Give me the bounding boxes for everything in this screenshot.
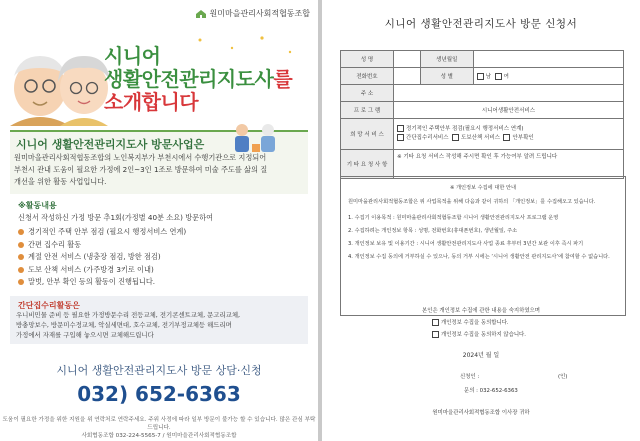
form-title: 시니어 생활안전관리지도사 방문 신청서 — [384, 18, 578, 30]
bullet-icon — [18, 279, 24, 285]
intro-line: 개선을 위한 활동 사업입니다. — [14, 177, 107, 186]
program-value: 시니어생활안전서비스 — [394, 102, 624, 119]
list-item: 계절 안전 서비스 (냉충장 점검, 방한 점검) — [18, 251, 308, 264]
org-header — [195, 8, 310, 19]
seal-mark: (인) — [558, 374, 568, 380]
flyer-title-line1: 시니어 — [104, 44, 161, 68]
intro-line: 원미마을관리사회적협동조합의 노인복지부가 부천시에서 수행기관으로 지정되어 — [14, 153, 267, 162]
footer: 도움이 필요한 가정을 위한 지원을 위 연락처로 연락주세요. 주위 사정에 따라 일부 방문이 불가능 할 수 있습니다. 많은 관심 부탁드립니다. 사회협동조합 032-224-5565-7 / 원미마을관리사회적협동조합 — [2, 417, 316, 439]
gender-field[interactable]: 남 여 — [473, 68, 623, 85]
etc-field[interactable]: ※ 기타 요청 서비스 작성해 주시면 확인 후 가능여부 알려 드립니다 — [394, 150, 624, 179]
checkbox[interactable] — [495, 73, 502, 80]
birth-field[interactable] — [473, 51, 623, 68]
consent-intro: 원미마을관리사회적협동조합은 위 사업목적을 위해 다음과 같이 귀하의 「개인정보」를 수집해오고 있습니다. — [348, 199, 596, 205]
section-title: 시니어 생활안전관리지도사 방문사업은 — [16, 138, 205, 151]
gender-label: 성 별 — [420, 68, 473, 85]
name-field[interactable] — [394, 51, 421, 68]
etc-label: 기 타 요 청 사 항 — [341, 150, 394, 179]
activities-list — [18, 226, 308, 289]
repair-title: 간단집수리활동은 — [18, 301, 80, 310]
checkbox[interactable] — [477, 73, 484, 80]
list-item: 간편 집수리 활동 — [18, 239, 308, 252]
repair-paragraph: 우니비민물 준비 등 필요한 가정방문수리 전등교체, 전기콘센트교체, 문고리교체, 방충망보수, 방문미수정교체, 악실세면대, 호수교체, 전기부정교체등 해드리며 가정에서 자재를 구입해 놓으시면 교체해드립니다 — [16, 311, 241, 339]
list-item: 말벗, 안부 확인 등의 활동이 진행됩니다. — [18, 276, 308, 289]
name-label: 성 명 — [341, 51, 394, 68]
phone-field[interactable] — [394, 68, 421, 85]
checkbox[interactable] — [397, 125, 404, 132]
list-item: 경기적인 주택 안부 점검 (필요시 행정서비스 연계) — [18, 226, 308, 239]
title-main: 생활안전관리지도사 — [104, 67, 274, 91]
birth-label: 생년월일 — [420, 51, 473, 68]
contact-title: 시니어 생활안전관리지도사 방문 상담·신청 — [56, 364, 262, 377]
list-item: 도보 산책 서비스 (가주방경 3키로 이내) — [18, 264, 308, 277]
activities-subtitle: 신청서 작성하신 가정 방문 추1회(가정별 40분 소요) 방문하여 — [18, 213, 214, 222]
bullet-icon — [18, 242, 24, 248]
activities-title: ※활동내용 — [18, 201, 57, 210]
consent-disagree[interactable]: 개인정보 수집을 동의하지 않습니다. — [432, 330, 526, 338]
intro-paragraph — [14, 152, 304, 188]
checkbox[interactable] — [397, 134, 404, 141]
service-options: 정기적인 주택안부 점검(필요시 행정서비스 연계) 간단집수리서비스 도보산책 서비스 안부확인 — [394, 119, 624, 150]
flyer-page — [0, 0, 318, 441]
bullet-icon — [18, 229, 24, 235]
consent-items: 1. 수집기 이용목적 : 원미마을관리사회적협동조합 시니어 생활안전관리지도사 프로그램 운영 2. 수집하려는 개인정보 항목 : 성명, 전화번호(휴대폰번호), 생년월일, 주소 3. 개인정보 보유 및 이용기간 : 시니어 생활안전관리지도사 사업 종료 후부터 3년간 보관 이후 즉시 파기 4. 개인정보 수집 동의에 거부하실 수 있으나, 동의 거부 시에는 ‘시니어 생활안전 관리지도사’에 참여할 수 없습니다. — [348, 215, 610, 260]
form-closing: 원미마을관리사회적협동조합 이사장 귀하 — [432, 410, 530, 416]
phone-number: 032) 652-6363 — [77, 382, 241, 406]
title-suffix: 를 — [273, 67, 293, 91]
consent-question: 본인은 개인정보 수집에 관한 내용을 숙지하였으며 — [422, 308, 540, 314]
service-label: 희 망 서 비 스 — [341, 119, 394, 150]
house-logo-icon — [195, 9, 207, 19]
flyer-title-line3: 소개합니다 — [104, 90, 199, 114]
address-field[interactable] — [394, 85, 624, 102]
helper-illustration — [222, 120, 294, 156]
date-line: 2024년 월 일 — [462, 352, 500, 359]
checkbox[interactable] — [503, 134, 510, 141]
application-form-page — [322, 0, 640, 441]
applicant-label: 신청인 : — [460, 374, 480, 380]
intro-line: 부천시 관내 도움이 필요한 가정에 2인~3인 1조로 방문하여 미술 주도를 삶의 질 — [14, 165, 268, 174]
consent-agree[interactable]: 개인정보 수집을 동의합니다. — [432, 318, 509, 326]
org-name: 원미마을관리사회적협동조합 — [209, 9, 310, 18]
bullet-icon — [18, 254, 24, 260]
address-label: 주 소 — [341, 85, 394, 102]
consent-heading: ※ 개인정보 수집에 대한 안내 — [449, 185, 517, 191]
bullet-icon — [18, 267, 24, 273]
checkbox[interactable] — [432, 331, 439, 338]
contact-line: 문의 : 032-652-6363 — [464, 388, 518, 394]
checkbox[interactable] — [452, 134, 459, 141]
program-label: 프 로 그 램 — [341, 102, 394, 119]
application-table — [340, 50, 624, 179]
phone-label: 전화번호 — [341, 68, 394, 85]
checkbox[interactable] — [432, 319, 439, 326]
